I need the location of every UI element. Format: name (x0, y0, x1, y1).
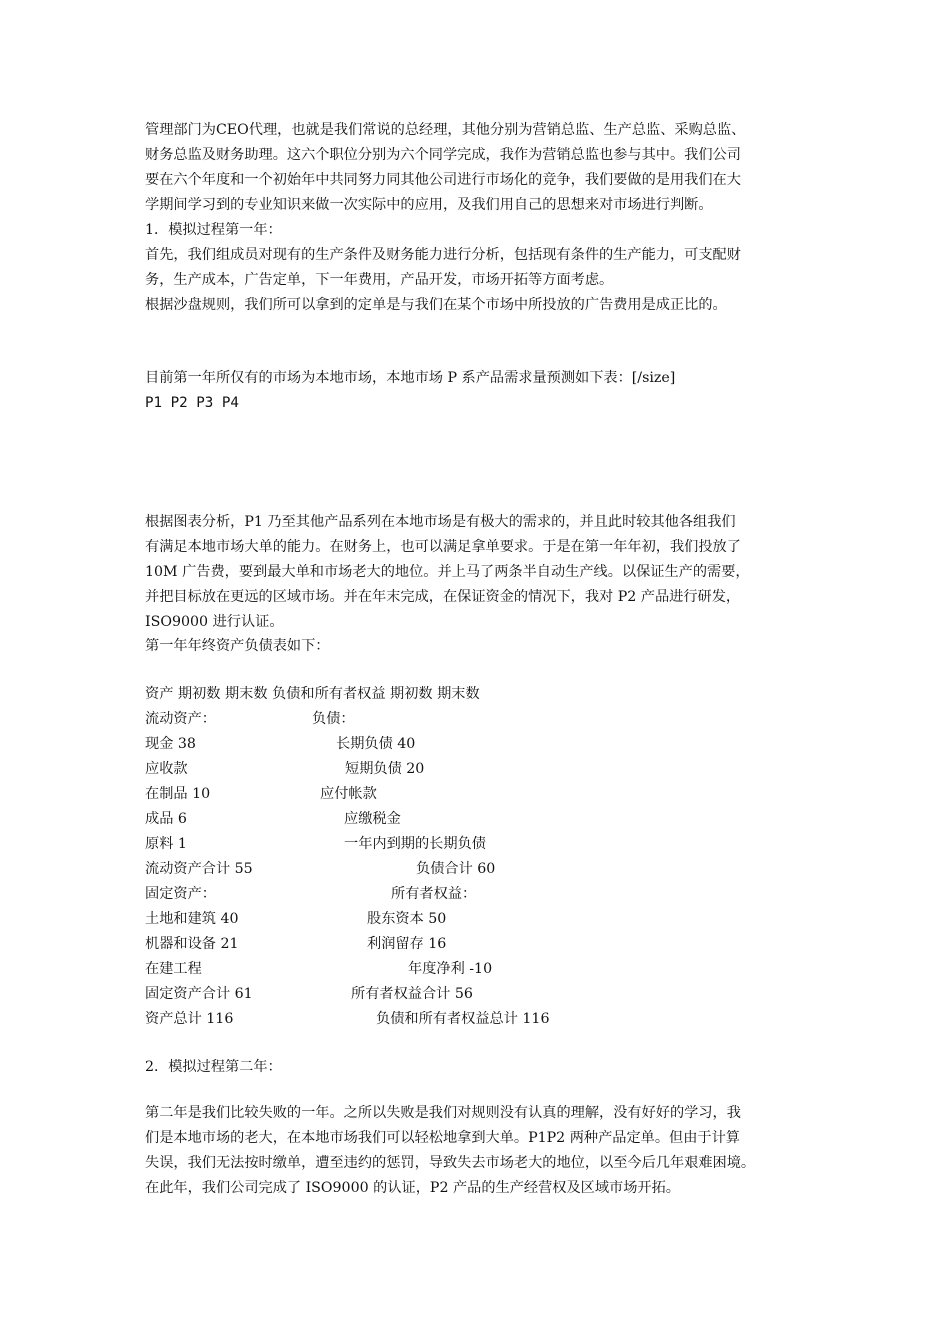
balance-left-cell: 机器和设备 21 (145, 936, 239, 952)
section1-paragraph (145, 243, 810, 318)
text-line: 失误，我们无法按时缴单，遭至违约的惩罚，导致失去市场老大的地位，以至今后几年艰难困境。 (145, 1154, 756, 1171)
balance-right-cell: 负债和所有者权益总计 116 (376, 1011, 550, 1027)
text-line: 在此年，我们公司完成了 ISO9000 的认证，P2 产品的生产经营权及区域市场开拓。 (145, 1179, 680, 1196)
balance-right-cell: 负债合计 60 (416, 861, 496, 877)
section2-paragraph (145, 1101, 810, 1201)
text-line: 有满足本地市场大单的能力。在财务上，也可以满足拿单要求。于是在第一年年初，我们投放了 (145, 538, 741, 555)
balance-left-cell: 流动资产合计 55 (145, 861, 253, 877)
text-line: 们是本地市场的老大，在本地市场我们可以轻松地拿到大单。P1P2 两种产品定单。但由于计算 (145, 1129, 740, 1146)
text-line: 根据沙盘规则，我们所可以拿到的定单是与我们在某个市场中所投放的广告费用是成正比的。 (145, 296, 727, 313)
analysis-paragraph (145, 510, 810, 635)
market-line: 目前第一年所仅有的市场为本地市场，本地市场 P 系产品需求量预测如下表：[/size] (145, 370, 676, 386)
balance-left-cell: 流动资产： (145, 711, 216, 727)
balance-right-cell: 负债： (312, 711, 355, 727)
balance-left-cell: 在制品 10 (145, 786, 211, 802)
text-line: 首先，我们组成员对现有的生产条件及财务能力进行分析，包括现有条件的生产能力，可支配财 (145, 247, 741, 263)
balance-right-cell: 所有者权益： (391, 886, 477, 902)
balance-right-cell: 长期负债 40 (336, 736, 416, 752)
text-line: ISO9000 进行认证。 (145, 613, 284, 630)
balance-right-cell: 短期负债 20 (345, 761, 425, 777)
text-line: 根据图表分析，P1 乃至其他产品系列在本地市场是有极大的需求的，并且此时较其他各组我们 (145, 514, 736, 530)
section2-heading: 2．模拟过程第二年： (145, 1059, 282, 1075)
balance-left-cell: 土地和建筑 40 (145, 911, 239, 927)
balance-left-cell: 现金 38 (145, 736, 196, 752)
text-line: 务，生产成本，广告定单，下一年费用，产品开发，市场开拓等方面考虑。 (145, 271, 614, 288)
balance-sheet-header: 资产 期初数 期末数 负债和所有者权益 期初数 期末数 (145, 686, 480, 702)
balance-left-cell: 原料 1 (145, 836, 187, 852)
balance-sheet-title: 第一年年终资产负债表如下： (145, 638, 330, 654)
balance-left-cell: 固定资产合计 61 (145, 986, 253, 1002)
text-line: 10M 广告费，要到最大单和市场老大的地位。并上马了两条半自动生产线。以保证生产的需要， (145, 563, 750, 580)
balance-right-cell: 所有者权益合计 56 (351, 986, 473, 1002)
balance-left-cell: 资产总计 116 (145, 1011, 234, 1027)
intro-paragraph (145, 118, 810, 218)
balance-left-cell: 固定资产： (145, 886, 216, 902)
text-line: 管理部门为CEO代理，也就是我们常说的总经理，其他分别为营销总监、生产总监、采购总监、 (145, 122, 746, 138)
balance-right-cell: 应缴税金 (344, 811, 401, 827)
balance-right-cell: 年度净利 -10 (408, 961, 493, 977)
balance-right-cell: 股东资本 50 (367, 911, 447, 927)
text-line: 学期间学习到的专业知识来做一次实际中的应用，及我们用自己的思想来对市场进行判断。 (145, 196, 713, 213)
text-line: 并把目标放在更远的区域市场。并在年末完成，在保证资金的情况下，我对 P2 产品进行研发， (145, 588, 741, 605)
text-line: 要在六个年度和一个初始年中共同努力同其他公司进行市场化的竞争，我们要做的是用我们在大 (145, 171, 741, 188)
balance-right-cell: 应付帐款 (320, 786, 377, 802)
balance-left-cell: 成品 6 (145, 811, 187, 827)
products-line: P1 P2 P3 P4 (145, 395, 239, 411)
text-line: 第二年是我们比较失败的一年。之所以失败是我们对规则没有认真的理解，没有好好的学习，我 (145, 1105, 741, 1121)
balance-right-cell: 利润留存 16 (367, 936, 447, 952)
balance-left-cell: 在建工程 (145, 961, 202, 977)
text-line: 财务总监及财务助理。这六个职位分别为六个同学完成，我作为营销总监也参与其中。我们公司 (145, 146, 741, 163)
balance-right-cell: 一年内到期的长期负债 (344, 836, 486, 852)
section1-heading: 1．模拟过程第一年： (145, 222, 282, 238)
balance-left-cell: 应收款 (145, 761, 188, 777)
